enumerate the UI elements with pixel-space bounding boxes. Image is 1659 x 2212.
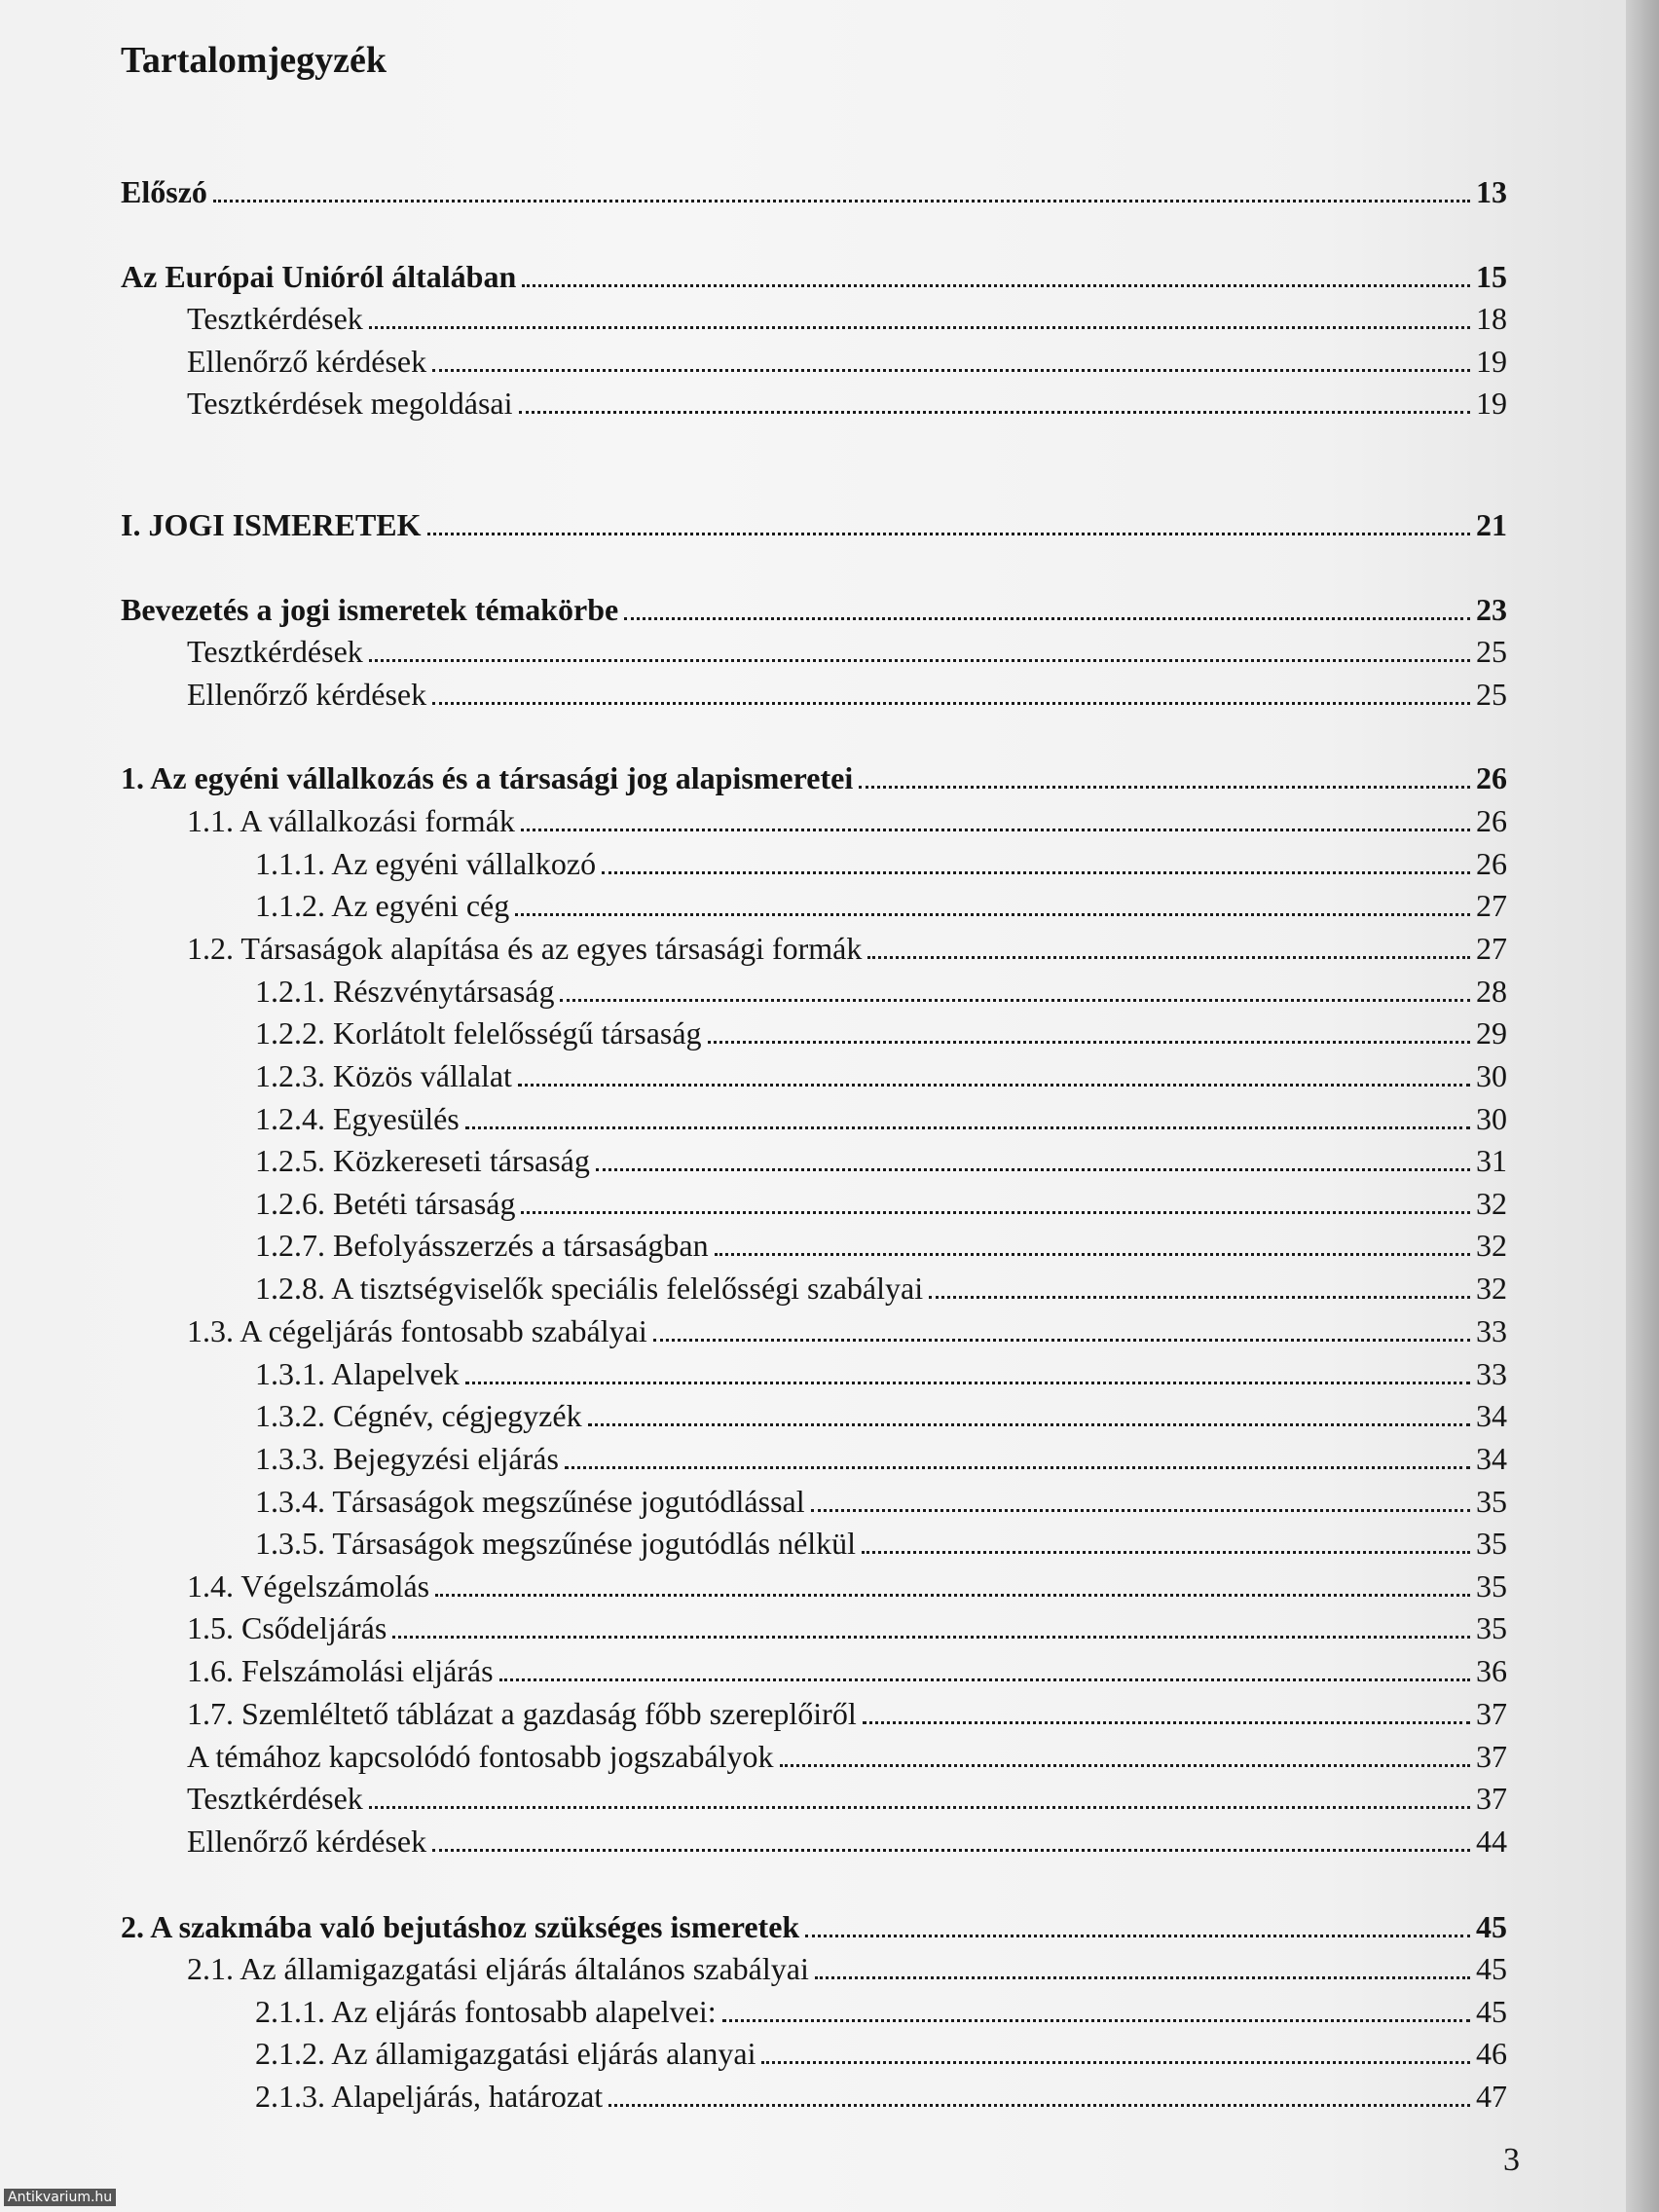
toc-entry-label: 1.3.3. Bejegyzési eljárás <box>255 1441 559 1476</box>
toc-entry <box>187 930 1507 967</box>
dot-leader <box>465 1372 1470 1384</box>
toc-entry-page: 45 <box>1476 1909 1507 1944</box>
toc-entry-label: 1.3. A cégeljárás fontosabb szabályai <box>187 1313 647 1348</box>
toc-entry-label: 1.5. Csődeljárás <box>187 1610 387 1645</box>
toc-entry-label: 2.1.1. Az eljárás fontosabb alapelvei: <box>255 1994 717 2029</box>
toc-entry-label: 1.2.5. Közkereseti társaság <box>255 1143 590 1178</box>
toc-entry <box>187 633 1507 670</box>
toc-entry-page: 35 <box>1476 1526 1507 1561</box>
toc-entry-page: 37 <box>1476 1781 1507 1816</box>
toc-entry-page: 18 <box>1476 301 1507 336</box>
dot-leader <box>859 776 1470 789</box>
toc-entry-label: 1.3.4. Társaságok megszűnése jogutódlással <box>255 1484 805 1519</box>
toc-entry <box>255 1227 1507 1264</box>
toc-entry-page: 13 <box>1476 174 1507 209</box>
toc-entry <box>187 1780 1507 1817</box>
toc-entry <box>255 1355 1507 1392</box>
toc-entry-label: 1.2.6. Betéti társaság <box>255 1186 516 1221</box>
toc-entry <box>187 802 1507 839</box>
toc-entry-page: 25 <box>1476 677 1507 712</box>
toc-entry <box>187 1652 1507 1689</box>
toc-entry <box>255 1057 1507 1094</box>
toc-entry-label: 1.2.1. Részvénytársaság <box>255 974 555 1009</box>
dot-leader <box>780 1754 1470 1767</box>
toc-entry <box>187 1823 1507 1860</box>
dot-leader <box>521 1201 1470 1214</box>
dot-leader <box>862 1541 1470 1554</box>
dot-leader <box>432 692 1470 705</box>
toc-entry-page: 32 <box>1476 1186 1507 1221</box>
toc-entry <box>187 300 1507 337</box>
toc-entry <box>255 1993 1507 2030</box>
toc-entry <box>121 759 1507 796</box>
toc-entry-page: 26 <box>1476 760 1507 795</box>
toc-entry-page: 35 <box>1476 1610 1507 1645</box>
toc-entry-page: 19 <box>1476 386 1507 421</box>
dot-leader <box>929 1286 1470 1299</box>
toc-entry-page: 19 <box>1476 344 1507 379</box>
toc-entry-label: 1. Az egyéni vállalkozás és a társasági jog alapismeretei <box>121 760 854 795</box>
toc-entry-page: 27 <box>1476 888 1507 923</box>
dot-leader <box>519 401 1470 414</box>
page-number: 3 <box>1503 2142 1520 2178</box>
dot-leader <box>465 1117 1470 1129</box>
toc-entry-page: 27 <box>1476 931 1507 966</box>
watermark: Antikvarium.hu <box>4 2189 116 2206</box>
dot-leader <box>653 1329 1470 1342</box>
toc-entry-page: 25 <box>1476 634 1507 669</box>
dot-leader <box>432 1839 1470 1852</box>
dot-leader <box>608 2094 1470 2107</box>
toc-entry-label: Ellenőrző kérdések <box>187 677 427 712</box>
toc-entry <box>187 1695 1507 1732</box>
toc-entry <box>255 1483 1507 1520</box>
toc-entry <box>255 1185 1507 1222</box>
dot-leader <box>499 1669 1470 1681</box>
dot-leader <box>722 2009 1470 2022</box>
toc-entry-label: 1.3.5. Társaságok megszűnése jogutódlás nélkül <box>255 1526 857 1561</box>
toc-entry-page: 28 <box>1476 974 1507 1009</box>
toc-entry-label: 1.2.2. Korlátolt felelősségű társaság <box>255 1015 702 1051</box>
toc-entry-page: 30 <box>1476 1058 1507 1093</box>
dot-leader <box>815 1967 1470 1979</box>
dot-leader <box>863 1712 1470 1724</box>
dot-leader <box>427 523 1470 535</box>
dot-leader <box>392 1626 1470 1639</box>
dot-leader <box>805 1925 1470 1937</box>
toc-entry-page: 37 <box>1476 1696 1507 1731</box>
toc-entry-label: A témához kapcsolódó fontosabb jogszabályok <box>187 1739 774 1774</box>
toc-entry <box>255 1014 1507 1051</box>
dot-leader <box>515 903 1470 916</box>
toc-entry-label: 2.1.2. Az államigazgatási eljárás alanyai <box>255 2036 756 2071</box>
toc-entry <box>255 1440 1507 1477</box>
toc-entry-page: 44 <box>1476 1824 1507 1859</box>
dot-leader <box>588 1414 1470 1426</box>
toc-entry-label: 1.1. A vállalkozási formák <box>187 803 515 838</box>
toc-entry-page: 33 <box>1476 1313 1507 1348</box>
toc-entry <box>121 506 1507 543</box>
toc-entry-page: 34 <box>1476 1441 1507 1476</box>
toc-entry <box>121 591 1507 628</box>
toc-entry <box>255 1142 1507 1179</box>
toc-entry-label: 1.4. Végelszámolás <box>187 1568 430 1604</box>
toc-entry-label: 1.1.1. Az egyéni vállalkozó <box>255 846 597 881</box>
toc-entry-page: 29 <box>1476 1015 1507 1051</box>
toc-entry-page: 33 <box>1476 1356 1507 1391</box>
toc-entry <box>187 343 1507 380</box>
toc-entry <box>187 1738 1507 1775</box>
dot-leader <box>560 989 1470 1002</box>
dot-leader <box>811 1499 1470 1512</box>
toc-entry-label: I. JOGI ISMERETEK <box>121 507 422 542</box>
page-edge-shadow <box>1626 0 1659 2212</box>
toc-entry-page: 36 <box>1476 1653 1507 1688</box>
toc-entry <box>121 1908 1507 1945</box>
toc-entry <box>121 258 1507 295</box>
toc-entry-page: 37 <box>1476 1739 1507 1774</box>
toc-entry-page: 30 <box>1476 1101 1507 1136</box>
toc-entry <box>255 1100 1507 1137</box>
toc-entry-label: 1.6. Felszámolási eljárás <box>187 1653 494 1688</box>
toc-entry-label: Ellenőrző kérdések <box>187 344 427 379</box>
toc-entry <box>255 887 1507 924</box>
dot-leader <box>522 275 1470 287</box>
page-title: Tartalomjegyzék <box>121 40 387 81</box>
toc-entry-label: Bevezetés a jogi ismeretek témakörbe <box>121 592 619 627</box>
dot-leader <box>213 190 1470 203</box>
dot-leader <box>867 946 1470 959</box>
toc-entry-page: 46 <box>1476 2036 1507 2071</box>
toc-entry <box>255 1397 1507 1434</box>
toc-entry-label: 1.2.8. A tisztségviselők speciális felelősségi szabályai <box>255 1271 924 1306</box>
dot-leader <box>596 1159 1470 1171</box>
dot-leader <box>369 1796 1470 1809</box>
toc-entry-label: 1.2. Társaságok alapítása és az egyes társasági formák <box>187 931 863 966</box>
toc-entry-label: Az Európai Unióról általában <box>121 259 517 294</box>
toc-entry-page: 26 <box>1476 803 1507 838</box>
toc-entry-page: 26 <box>1476 846 1507 881</box>
toc-entry-page: 34 <box>1476 1398 1507 1433</box>
toc-entry-page: 45 <box>1476 1994 1507 2029</box>
dot-leader <box>435 1584 1470 1597</box>
dot-leader <box>432 359 1470 372</box>
toc-entry <box>255 2035 1507 2072</box>
toc-entry-label: 1.2.4. Egyesülés <box>255 1101 460 1136</box>
dot-leader <box>624 608 1470 620</box>
dot-leader <box>518 1074 1470 1087</box>
toc-entry-page: 15 <box>1476 259 1507 294</box>
toc-entry <box>187 1567 1507 1604</box>
toc-entry-label: 1.3.2. Cégnév, cégjegyzék <box>255 1398 582 1433</box>
toc-entry-page: 32 <box>1476 1271 1507 1306</box>
toc-entry-page: 35 <box>1476 1484 1507 1519</box>
dot-leader <box>521 819 1470 831</box>
toc-entry <box>255 1270 1507 1307</box>
toc-entry <box>187 1609 1507 1646</box>
toc-entry-label: Tesztkérdések megoldásai <box>187 386 513 421</box>
toc-entry-page: 32 <box>1476 1228 1507 1263</box>
dot-leader <box>369 316 1470 329</box>
toc-entry-label: Ellenőrző kérdések <box>187 1824 427 1859</box>
toc-entry-page: 31 <box>1476 1143 1507 1178</box>
toc-entry <box>187 676 1507 713</box>
toc-entry-page: 21 <box>1476 507 1507 542</box>
dot-leader <box>761 2051 1470 2064</box>
toc-entry <box>255 845 1507 882</box>
toc-entry <box>187 1950 1507 1987</box>
toc-entry <box>255 973 1507 1010</box>
toc-entry-page: 35 <box>1476 1568 1507 1604</box>
toc-entry <box>187 385 1507 422</box>
toc-entry-page: 47 <box>1476 2079 1507 2114</box>
toc-entry-label: Tesztkérdések <box>187 301 363 336</box>
toc-entry-label: 2. A szakmába való bejutáshoz szükséges ismeretek <box>121 1909 800 1944</box>
dot-leader <box>369 649 1470 662</box>
toc-entry-label: 1.7. Szemléltető táblázat a gazdaság főbb szereplőiről <box>187 1696 857 1731</box>
dot-leader <box>708 1031 1470 1044</box>
toc-entry-label: Tesztkérdések <box>187 634 363 669</box>
toc-entry <box>187 1312 1507 1349</box>
toc-entry-label: 2.1.3. Alapeljárás, határozat <box>255 2079 604 2114</box>
toc-entry-page: 45 <box>1476 1951 1507 1986</box>
toc-entry-label: 2.1. Az államigazgatási eljárás általános szabályai <box>187 1951 809 1986</box>
toc-entry-label: 1.1.2. Az egyéni cég <box>255 888 510 923</box>
toc-entry <box>255 1525 1507 1562</box>
toc-entry-page: 23 <box>1476 592 1507 627</box>
toc-entry-label: 1.3.1. Alapelvek <box>255 1356 460 1391</box>
toc-entry-label: Előszó <box>121 174 207 209</box>
dot-leader <box>565 1456 1470 1469</box>
toc-entry-label: 1.2.3. Közös vállalat <box>255 1058 512 1093</box>
dot-leader <box>602 862 1470 874</box>
toc-entry-label: Tesztkérdések <box>187 1781 363 1816</box>
toc-entry <box>255 2078 1507 2115</box>
toc-entry <box>121 173 1507 210</box>
toc-entry-label: 1.2.7. Befolyásszerzés a társaságban <box>255 1228 709 1263</box>
dot-leader <box>715 1243 1470 1256</box>
